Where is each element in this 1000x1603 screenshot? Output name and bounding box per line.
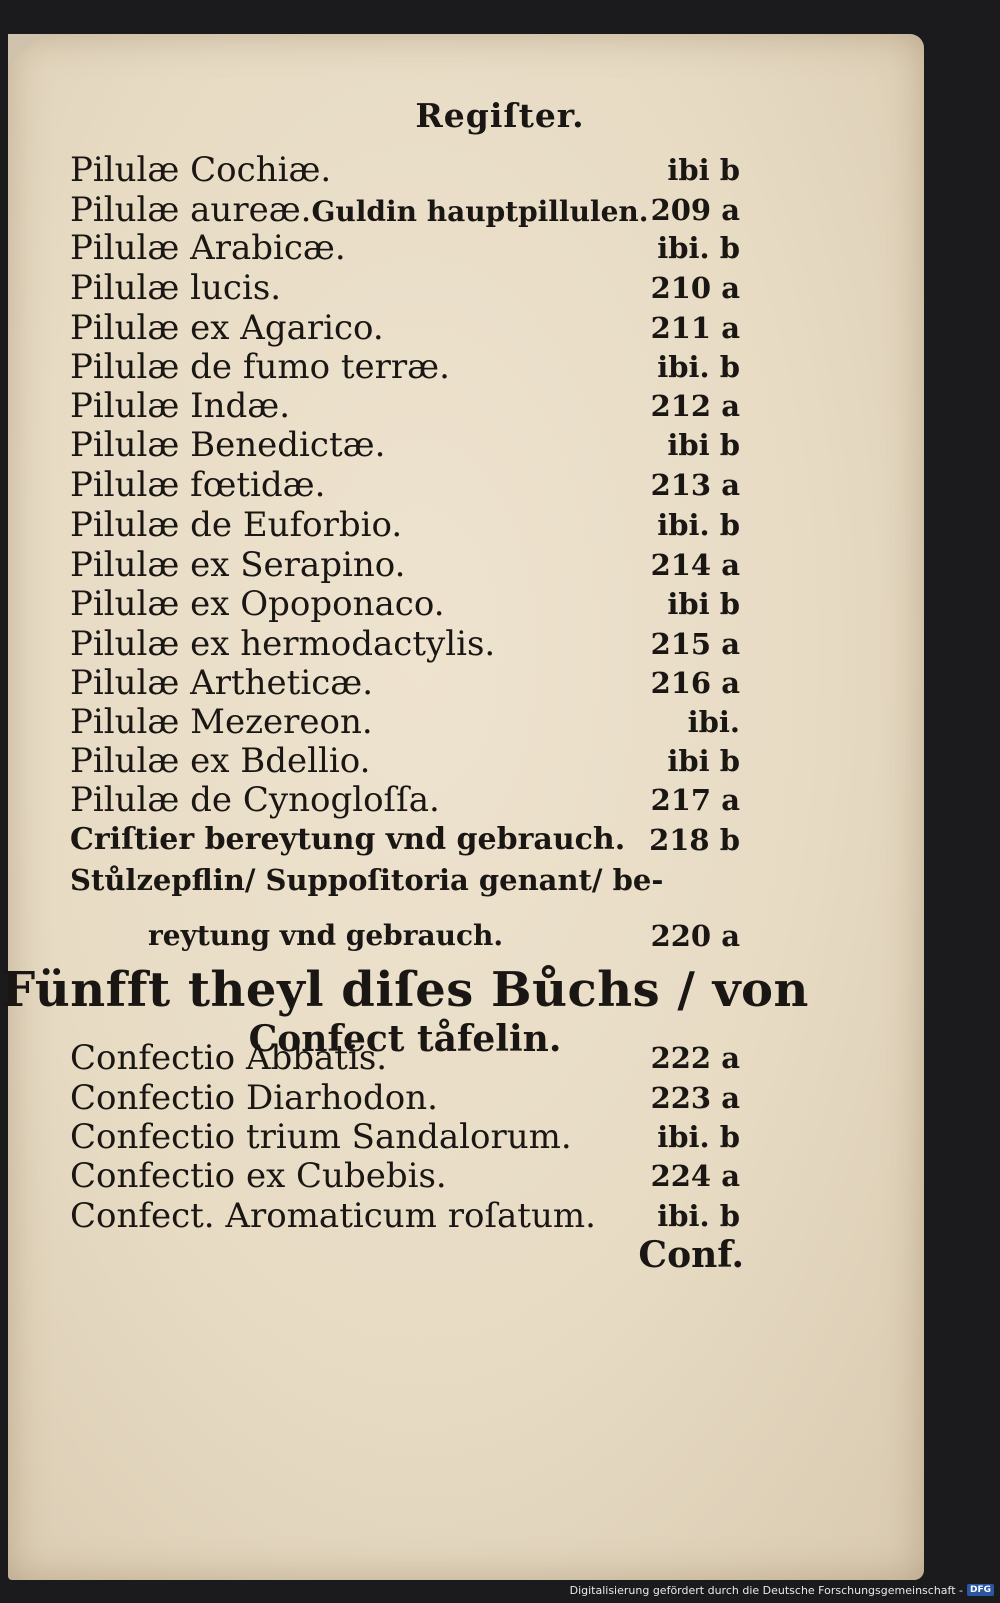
entry-ref: ibi b xyxy=(667,428,740,462)
entry-ref: ibi. b xyxy=(657,508,740,542)
register-entry xyxy=(70,190,740,230)
page-corner xyxy=(8,34,44,64)
section-title: Fünfft theyl diſes Bůchs / von xyxy=(1,962,809,1018)
register-entry xyxy=(70,584,740,624)
register-entry xyxy=(70,228,740,268)
digitization-footer xyxy=(570,1581,994,1599)
entry-name: Pilulæ lucis. xyxy=(70,268,282,308)
entry-name: Confectio ex Cubebis. xyxy=(70,1156,447,1196)
entry-name: Pilulæ de fumo terræ. xyxy=(70,347,450,387)
entry-ref: 210 a xyxy=(650,271,740,305)
register-entry xyxy=(70,663,740,703)
register-entry xyxy=(70,386,740,426)
catchword: Conf. xyxy=(638,1234,744,1276)
register-entry xyxy=(70,1117,740,1157)
entry-name: Confectio Diarhodon. xyxy=(70,1078,438,1118)
entry-ref: 220 a xyxy=(650,919,740,953)
entry-name: Pilulæ ex hermodactylis. xyxy=(70,624,496,664)
entry-name: Confectio trium Sandalorum. xyxy=(70,1117,572,1157)
section-subtitle: Confect tåfelin. xyxy=(248,1018,562,1060)
entry-ref: 209 a xyxy=(650,193,740,227)
register-entry xyxy=(70,545,740,585)
entry-ref: ibi b xyxy=(667,587,740,621)
entry-ref: 214 a xyxy=(650,548,740,582)
entry-name: Pilulæ Artheticæ. xyxy=(70,663,373,703)
dfg-logo-icon: DFG xyxy=(967,1584,994,1596)
register-entry xyxy=(70,780,740,820)
register-entry xyxy=(70,1196,740,1236)
entry-name: Pilulæ de Euforbio. xyxy=(70,505,403,545)
entry-name: Pilulæ fœtidæ. xyxy=(70,465,326,505)
entry-name: Pilulæ Arabicæ. xyxy=(70,228,346,268)
register-entry xyxy=(70,425,740,465)
entry-ref: 213 a xyxy=(650,468,740,502)
register-entry xyxy=(70,505,740,545)
register-entry xyxy=(70,741,740,781)
entry-continuation: reytung vnd gebrauch. xyxy=(148,919,504,952)
register-entry xyxy=(70,1156,740,1196)
register-entry xyxy=(70,308,740,348)
register-entry xyxy=(70,347,740,387)
entry-name: Confect. Aromaticum roſatum. xyxy=(70,1196,596,1236)
entry-name: Pilulæ Mezereon. xyxy=(70,702,373,742)
entry-name: Pilulæ Benedictæ. xyxy=(70,425,386,465)
entry-ref: 224 a xyxy=(650,1159,740,1193)
entry-ref: ibi. b xyxy=(657,1199,740,1233)
entry-ref: ibi. b xyxy=(657,1120,740,1154)
entry-ref: ibi b xyxy=(667,744,740,778)
register-entry xyxy=(70,860,740,900)
entry-ref: 222 a xyxy=(650,1041,740,1075)
entry-ref: 211 a xyxy=(650,311,740,345)
entry-ref: 212 a xyxy=(650,389,740,423)
register-entry xyxy=(70,465,740,505)
entry-ref: 217 a xyxy=(650,783,740,817)
entry-ref: ibi. xyxy=(687,705,740,739)
register-entry xyxy=(70,1078,740,1118)
entry-german-name: Guldin hauptpillulen. xyxy=(311,195,649,228)
entry-ref: ibi. b xyxy=(657,231,740,265)
register-entry xyxy=(70,820,740,860)
register-entry xyxy=(70,1038,740,1078)
entry-name: Pilulæ Cochiæ. xyxy=(70,150,332,190)
entry-ref: 216 a xyxy=(650,666,740,700)
entry-name: Confectio Abbatis. xyxy=(70,1038,388,1078)
entry-name: Pilulæ aureæ.Guldin hauptpillulen. xyxy=(70,190,649,230)
running-header: Regiſter. xyxy=(415,96,585,135)
register-entry xyxy=(70,702,740,742)
register-entry xyxy=(70,150,740,190)
entry-ref: 218 b xyxy=(649,823,740,857)
entry-name: Pilulæ ex Agarico. xyxy=(70,308,384,348)
entry-ref: ibi b xyxy=(667,153,740,187)
entry-ref: ibi. b xyxy=(657,350,740,384)
entry-name: Pilulæ ex Bdellio. xyxy=(70,741,371,781)
entry-ref: 223 a xyxy=(650,1081,740,1115)
entry-name: Stůlzepflin/ Suppoſitoria genant/ be- xyxy=(70,863,664,897)
entry-name: Criſtier bereytung vnd gebrauch. xyxy=(70,822,626,857)
register-entry xyxy=(70,624,740,664)
register-entry xyxy=(70,268,740,308)
entry-name: Pilulæ Indæ. xyxy=(70,386,291,426)
entry-name: Pilulæ ex Serapino. xyxy=(70,545,406,585)
entry-name: Pilulæ ex Opoponaco. xyxy=(70,584,445,624)
entry-ref: 215 a xyxy=(650,627,740,661)
footer-text: Digitalisierung gefördert durch die Deutsche Forschungsgemeinschaft - xyxy=(569,1583,963,1597)
entry-name: Pilulæ de Cynogloſſa. xyxy=(70,780,440,820)
